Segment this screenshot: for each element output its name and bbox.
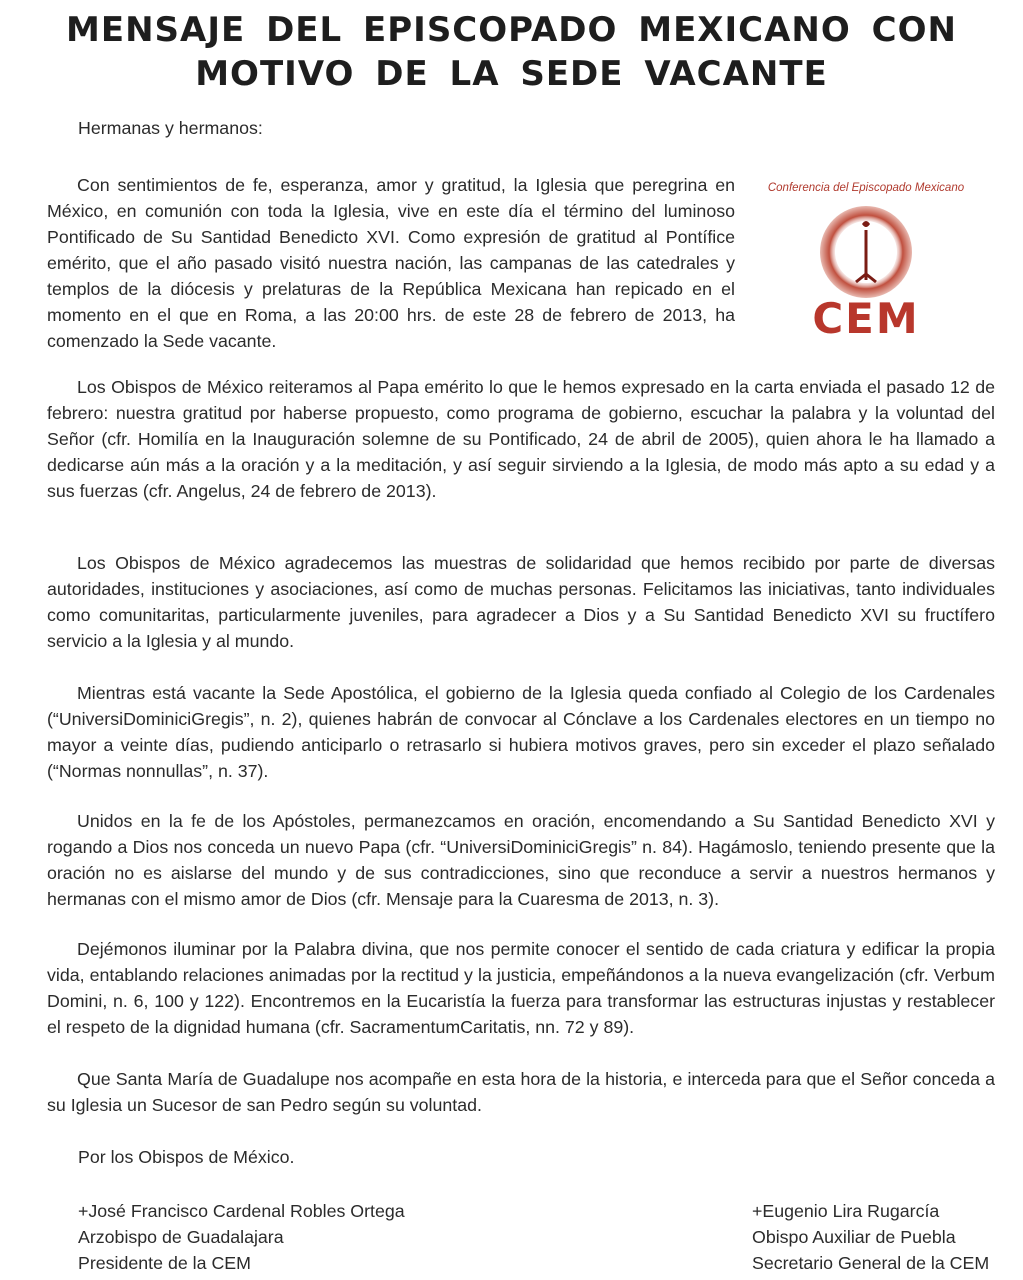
paragraph-7 <box>47 1066 995 1118</box>
title-line-1: MENSAJE DEL EPISCOPADO MEXICANO CON <box>66 10 957 50</box>
signatory-position: Presidente de la CEM <box>78 1253 251 1273</box>
signature-right <box>752 1198 989 1276</box>
logo-acronym: CEM <box>812 294 920 343</box>
signatory-name: +José Francisco Cardenal Robles Ortega <box>78 1201 405 1221</box>
cem-logo <box>756 182 976 352</box>
cem-emblem-icon <box>806 202 926 302</box>
greeting: Hermanas y hermanos: <box>78 118 263 138</box>
closing-line: Por los Obispos de México. <box>78 1147 295 1167</box>
paragraph-6-text: Dejémonos iluminar por la Palabra divina, que nos permite conocer el sentido de cada criatura y edificar la propia vida, entablando relaciones animadas por la rectitud y la justicia, empeñándonos a la nueva evangelización (cfr. Verbum Domini, n. 6, 100 y 122). Encontremos en la Eucaristía la fuerza para transformar las estructuras injustas y restablecer el respeto de la dignidad humana (cfr. SacramentumCaritatis, nn. 72 y 89). <box>47 939 995 1037</box>
title-line-2: MOTIVO DE LA SEDE VACANTE <box>195 54 828 94</box>
signatory-name: +Eugenio Lira Rugarcía <box>752 1201 940 1221</box>
logo-caption: Conferencia del Episcopado Mexicano <box>767 182 965 194</box>
paragraph-4 <box>47 680 995 784</box>
paragraph-2-text: Los Obispos de México reiteramos al Papa emérito lo que le hemos expresado en la carta enviada el pasado 12 de febrero: nuestra gratitud por haberse propuesto, como programa de gobierno, escuchar la palabra y la voluntad del Señor (cfr. Homilía en la Inauguración solemne de su Pontificado, 24 de abril de 2005), quien ahora le ha llamado a dedicarse aún más a la oración y a la meditación, y así seguir sirviendo a la Iglesia, de modo más apto a su edad y a sus fuerzas (cfr. Angelus, 24 de febrero de 2013). <box>47 377 995 501</box>
paragraph-1 <box>47 172 735 354</box>
paragraph-4-text: Mientras está vacante la Sede Apostólica, el gobierno de la Iglesia queda confiado al Colegio de los Cardenales (“UniversiDominiciGregis”, n. 2), quienes habrán de convocar al Cónclave a los Cardenales electores en un tiempo no mayor a veinte días, pudiendo anticiparlo o retrasarlo si hubiera motivos graves, pero sin exceder el plazo señalado (“Normas nonnullas”, n. 37). <box>47 683 995 781</box>
paragraph-6 <box>47 936 995 1040</box>
paragraph-5 <box>47 808 995 912</box>
paragraph-5-text: Unidos en la fe de los Apóstoles, permanezcamos en oración, encomendando a Su Santidad Benedicto XVI y rogando a Dios nos conceda un nuevo Papa (cfr. “UniversiDominiciGregis” n. 84). Hagámoslo, teniendo presente que la oración no es aislarse del mundo y de sus contradicciones, sino que reconduce a servir a nuestros hermanos y hermanas con el mismo amor de Dios (cfr. Mensaje para la Cuaresma de 2013, n. 3). <box>47 811 995 909</box>
paragraph-7-text: Que Santa María de Guadalupe nos acompañe en esta hora de la historia, e interceda para que el Señor conceda a su Iglesia un Sucesor de san Pedro según su voluntad. <box>47 1069 995 1115</box>
paragraph-2 <box>47 374 995 504</box>
paragraph-3 <box>47 550 995 654</box>
document-title <box>0 8 1023 96</box>
signatory-role: Arzobispo de Guadalajara <box>78 1227 284 1247</box>
signatory-position: Secretario General de la CEM <box>752 1253 990 1273</box>
paragraph-1-text: Con sentimientos de fe, esperanza, amor y gratitud, la Iglesia que peregrina en México, en comunión con toda la Iglesia, vive en este día el término del luminoso Pontificado de Su Santidad Benedicto XVI. Como expresión de gratitud al Pontífice emérito, que el año pasado visitó nuestra nación, las campanas de las catedrales y templos de la diócesis y prelaturas de la República Mexicana han repicado en el momento en el que en Roma, a las 20:00 hrs. de este 28 de febrero de 2013, ha comenzado la Sede vacante. <box>47 175 735 351</box>
paragraph-3-text: Los Obispos de México agradecemos las muestras de solidaridad que hemos recibido por parte de diversas autoridades, instituciones y asociaciones, así como de muchas personas. Felicitamos las iniciativas, tanto individuales como comunitaritas, particularmente juveniles, para agradecer a Dios y a Su Santidad Benedicto XVI su fructífero servicio a la Iglesia y al mundo. <box>47 553 995 651</box>
signatory-role: Obispo Auxiliar de Puebla <box>752 1227 956 1247</box>
signature-left <box>78 1198 405 1276</box>
